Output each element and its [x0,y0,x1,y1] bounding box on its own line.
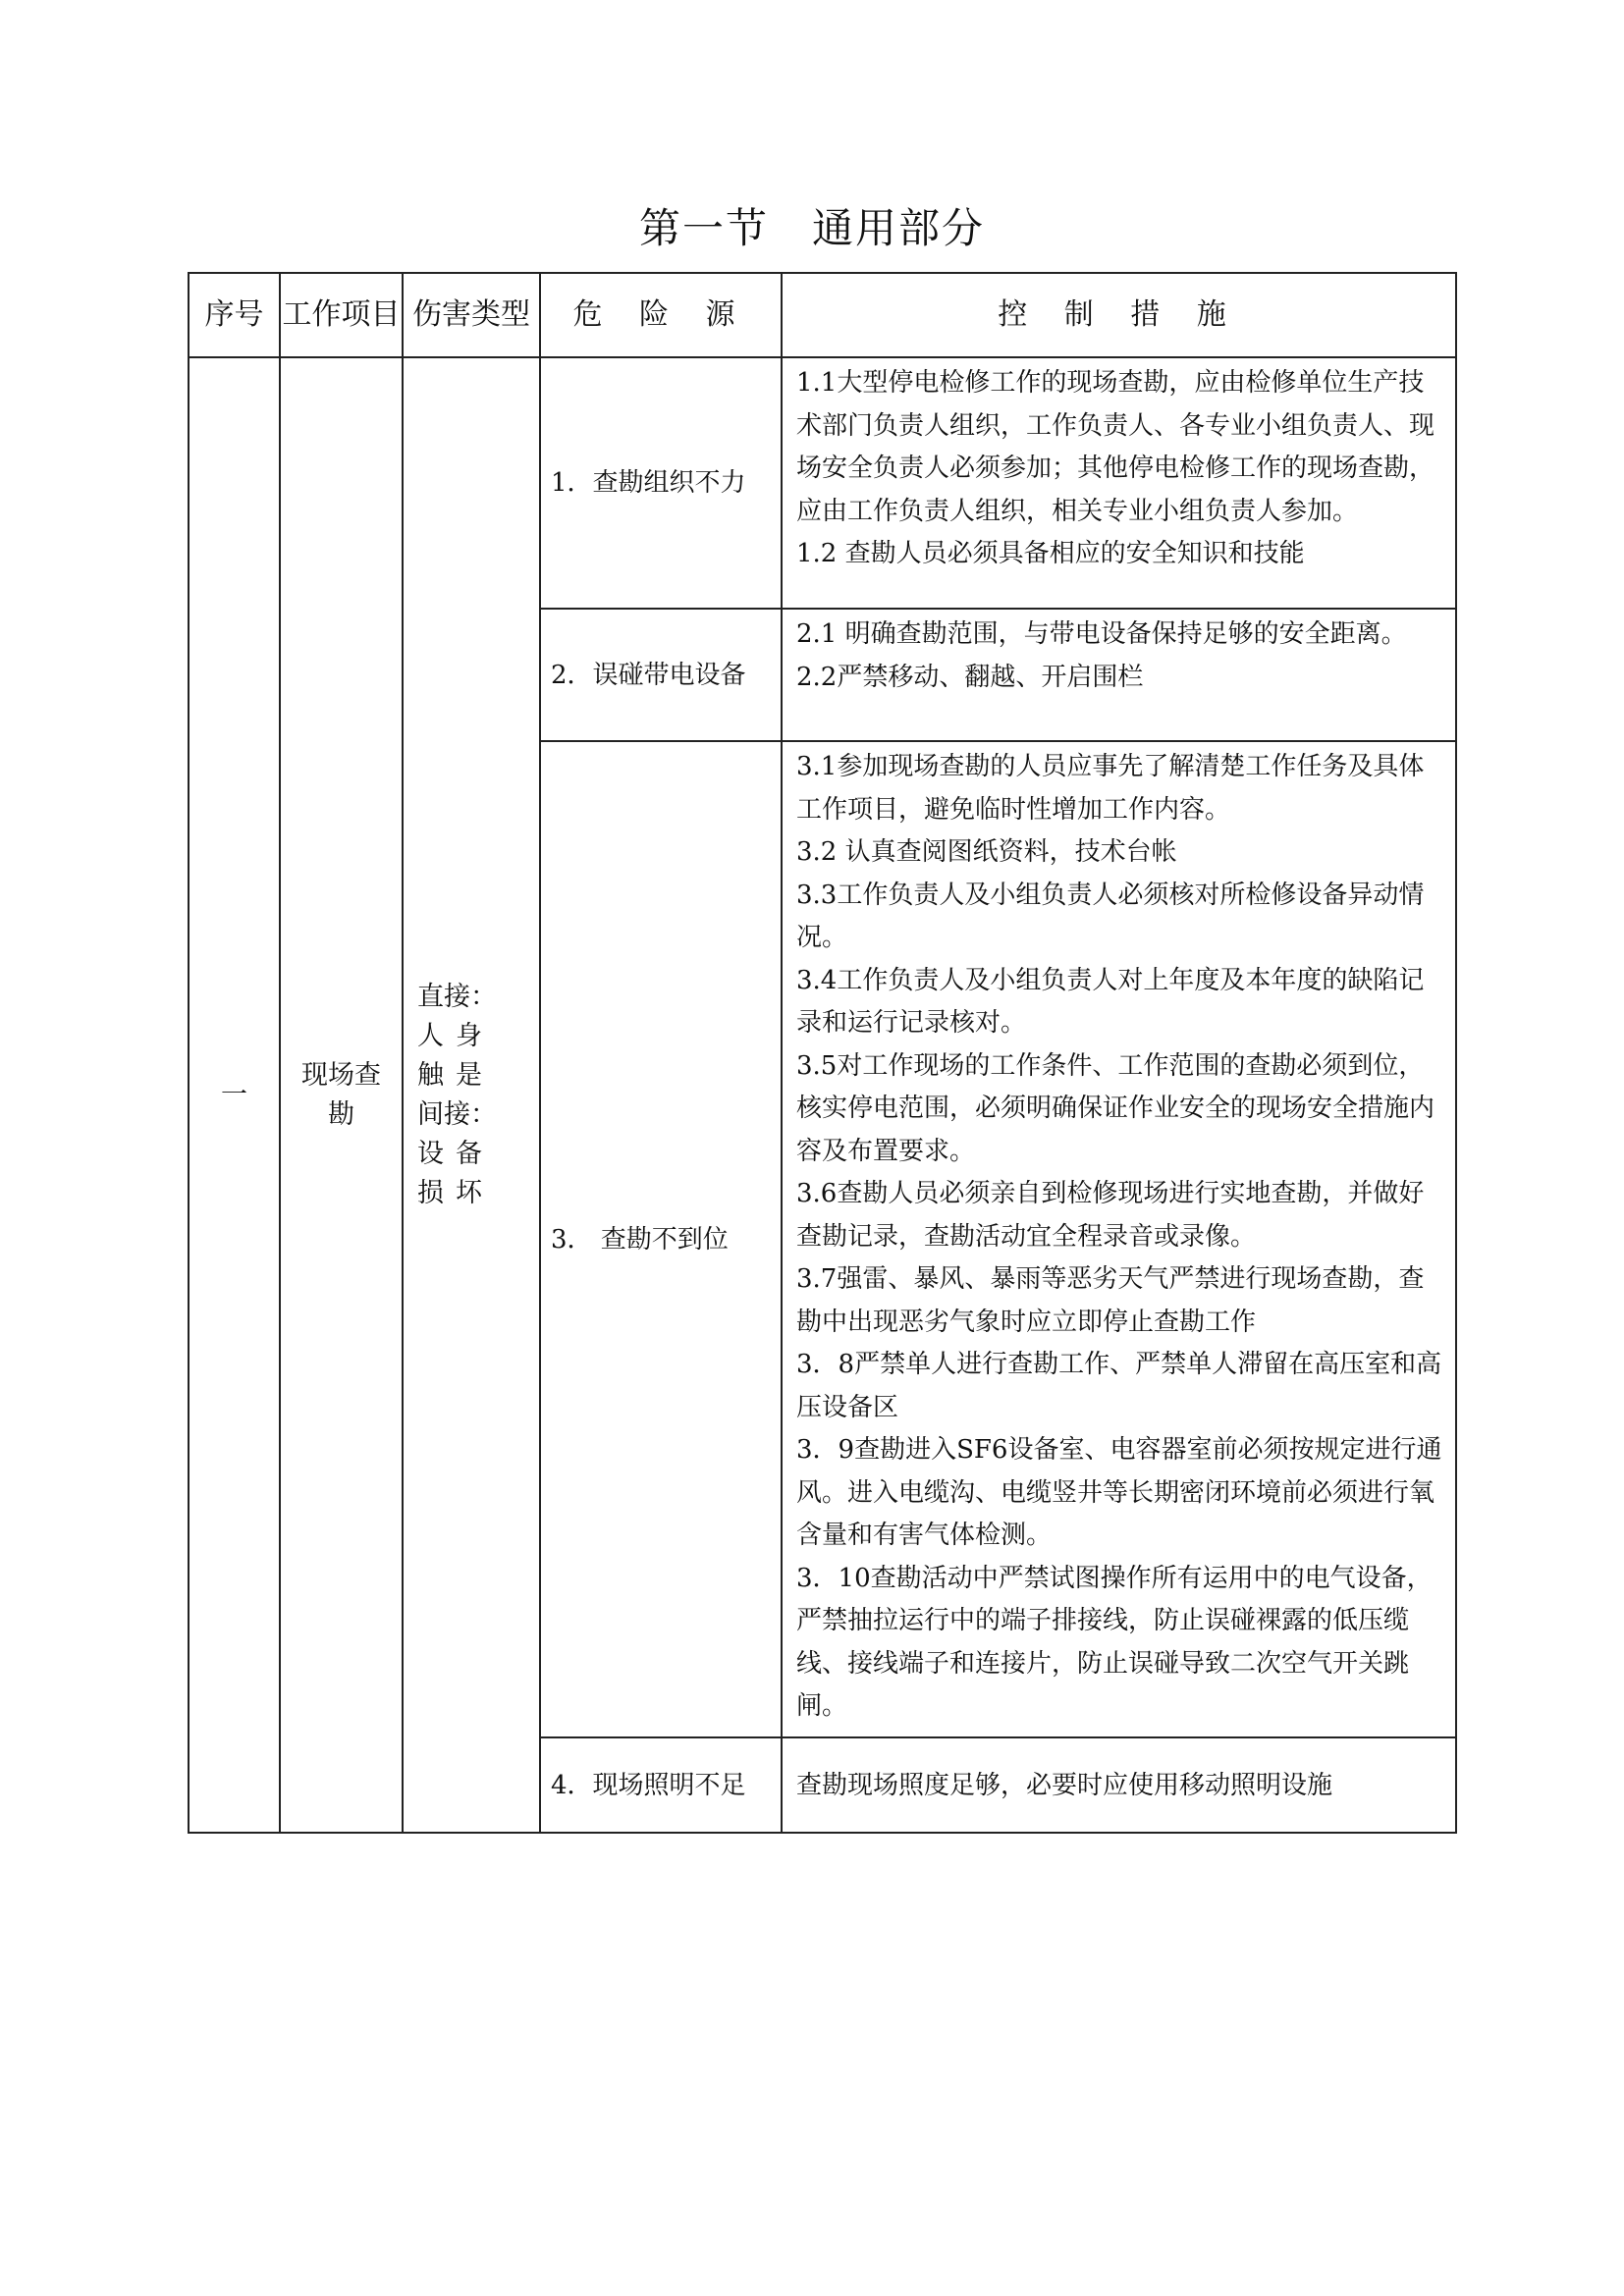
hazard-cell: 1．查勘组织不力 [540,357,782,609]
harm-direct-value: 人身触是 [417,1020,494,1091]
measure-item: 3.3工作负责人及小组负责人必须核对所检修设备异动情况。 [796,880,1425,952]
measure-item: 3.6查勘人员必须亲自到检修现场进行实地查勘，并做好查勘记录，查勘活动宜全程录音或录像。 [796,1179,1425,1252]
row-item: 现场查勘 [280,357,403,1833]
hazard-cell: 3． 查勘不到位 [540,741,782,1737]
harm-indirect-label: 间接： [417,1098,497,1130]
measure-item: 3．10查勘活动中严禁试图操作所有运用中的电气设备，严禁抽拉运行中的端子排接线，防止误碰裸露的低压缆线、接线端子和连接片，防止误碰导致二次空气开关跳闸。 [796,1563,1433,1721]
measure-item: 查勘现场照度足够，必要时应使用移动照明设施 [796,1770,1333,1800]
harm-indirect-value: 设备损坏 [417,1138,494,1208]
measure-item: 3.5对工作现场的工作条件、工作范围的查勘必须到位，核实停电范围，必须明确保证作业安全的现场安全措施内容及布置要求。 [796,1050,1435,1166]
header-hazard: 危 险 源 [540,273,782,357]
header-no: 序号 [189,273,280,357]
page-title: 第一节 通用部分 [638,204,985,252]
row-harm-type [403,357,540,1833]
header-item: 工作项目 [280,273,403,357]
measure-item: 3.1参加现场查勘的人员应事先了解清楚工作任务及具体工作项目，避免临时性增加工作内容。 [796,752,1425,825]
header-measures: 控 制 措 施 [782,273,1456,357]
table-header-row [189,273,1456,357]
measures-cell [782,741,1456,1737]
measure-item: 3．8严禁单人进行查勘工作、严禁单人滞留在高压室和高压设备区 [796,1350,1442,1422]
measure-item: 3.2 认真查阅图纸资料，技术台帐 [796,837,1177,867]
measure-item: 3.7强雷、暴风、暴雨等恶劣天气严禁进行现场查勘，查勘中出现恶劣气象时应立即停止查勘工作 [796,1264,1425,1337]
row-no: 一 [189,357,280,1833]
hazard-cell: 2．误碰带电设备 [540,609,782,741]
measure-item: 2.2严禁移动、翻越、开启围栏 [796,662,1144,692]
measure-item: 1.2 查勘人员必须具备相应的安全知识和技能 [796,539,1305,568]
harm-direct-label: 直接： [417,981,497,1012]
risk-control-table [188,272,1457,1834]
measure-item: 2.1 明确查勘范围，与带电设备保持足够的安全距离。 [796,619,1407,649]
measures-cell [782,357,1456,609]
header-harm-type: 伤害类型 [403,273,540,357]
measure-item: 3.4工作负责人及小组负责人对上年度及本年度的缺陷记录和运行记录核对。 [796,965,1425,1038]
measure-item: 3．9查勘进入SF6设备室、电容器室前必须按规定进行通风。进入电缆沟、电缆竖井等长期密闭环境前必须进行氧含量和有害气体检测。 [796,1435,1442,1550]
hazard-cell: 4．现场照明不足 [540,1737,782,1833]
measures-cell [782,609,1456,741]
measure-item: 1.1大型停电检修工作的现场查勘，应由检修单位生产技术部门负责人组织，工作负责人、各专业小组负责人、现场安全负责人必须参加；其他停电检修工作的现场查勘，应由工作负责人组织，相关专业小组负责人参加。 [796,368,1435,526]
measures-cell [782,1737,1456,1833]
table-row [189,357,1456,609]
